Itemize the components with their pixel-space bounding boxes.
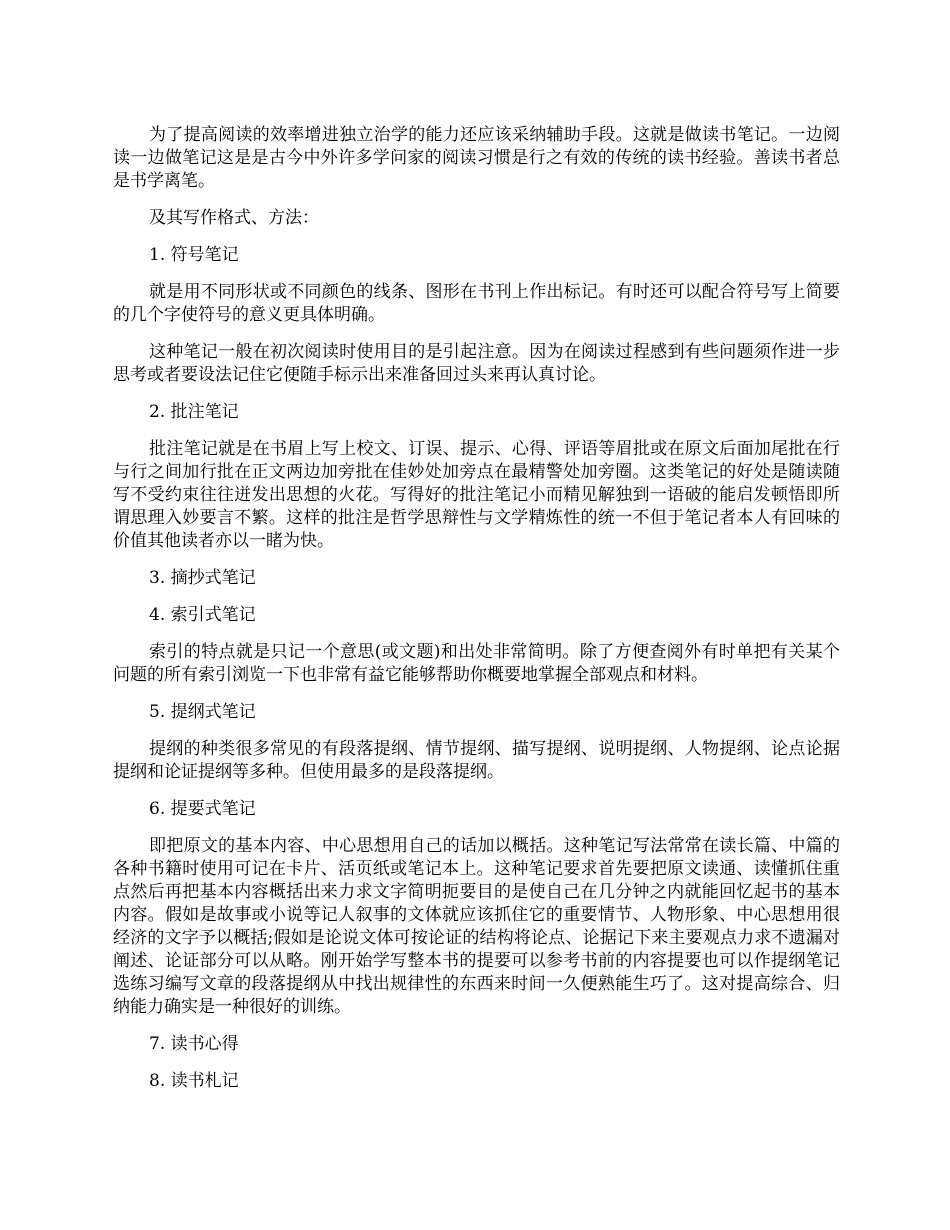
section-heading-index-notes: 4. 索引式笔记	[149, 605, 256, 625]
section-heading-outline-notes: 5. 提纲式笔记	[149, 702, 256, 722]
methods-intro-paragraph: 及其写作格式、方法：	[149, 208, 319, 228]
section-heading-symbol-notes: 1. 符号笔记	[149, 245, 239, 265]
section-heading-summary-notes: 6. 提要式笔记	[149, 799, 256, 819]
index-notes-paragraph: 索引的特点就是只记一个意思(或文题)和出处非常简明。除了方便查阅外有时单把有关某个问题的所有索引浏览一下也非常有益它能够帮助你概要地掌握全部观点和材料。	[113, 642, 840, 685]
document-body	[113, 124, 840, 1107]
intro-paragraph: 为了提高阅读的效率增进独立治学的能力还应该采纳辅助手段。这就是做读书笔记。一边阅读一边做笔记这是是古今中外许多学问家的阅读习惯是行之有效的传统的读书经验。善读书者总是书学离笔。	[113, 125, 840, 191]
symbol-notes-paragraph-1: 就是用不同形状或不同颜色的线条、图形在书刊上作出标记。有时还可以配合符号写上简要的几个字使符号的意义更具体明确。	[113, 282, 840, 325]
annotation-notes-paragraph: 批注笔记就是在书眉上写上校文、订误、提示、心得、评语等眉批或在原文后面加尾批在行与行之间加行批在正文两边加旁批在佳妙处加旁点在最精警处加旁圈。这类笔记的好处是随读随写不受约束往往迸发出思想的火花。写得好的批注笔记小而精见解独到一语破的能启发顿悟即所谓思理入妙要言不繁。这样的批注是哲学思辩性与文学精炼性的统一不但于笔记者本人有回味的价值其他读者亦以一睹为快。	[113, 439, 840, 551]
symbol-notes-paragraph-2: 这种笔记一般在初次阅读时使用目的是引起注意。因为在阅读过程感到有些问题须作进一步思考或者要设法记住它便随手标示出来准备回过头来再认真讨论。	[113, 342, 840, 385]
outline-notes-paragraph: 提纲的种类很多常见的有段落提纲、情节提纲、描写提纲、说明提纲、人物提纲、论点论据提纲和论证提纲等多种。但使用最多的是段落提纲。	[113, 739, 840, 782]
summary-notes-paragraph: 即把原文的基本内容、中心思想用自己的话加以概括。这种笔记写法常常在读长篇、中篇的各种书籍时使用可记在卡片、活页纸或笔记本上。这种笔记要求首先要把原文读通、读懂抓住重点然后再把基本内容概括出来力求文字简明扼要目的是使自己在几分钟之内就能回忆起书的基本内容。假如是故事或小说等记人叙事的文体就应该抓住它的重要情节、人物形象、中心思想用很经济的文字予以概括;假如是论说文体可按论证的结构将论点、论据记下来主要观点力求不遗漏对阐述、论证部分可以从略。刚开始学写整本书的提要可以参考书前的内容提要也可以作提纲笔记选练习编写文章的段落提纲从中找出规律性的东西来时间一久便熟能生巧了。这对提高综合、归纳能力确实是一种很好的训练。	[113, 836, 840, 1017]
section-heading-reading-notes: 8. 读书札记	[149, 1071, 239, 1091]
section-heading-reading-reflections: 7. 读书心得	[149, 1034, 239, 1054]
section-heading-annotation-notes: 2. 批注笔记	[149, 402, 239, 422]
section-heading-excerpt-notes: 3. 摘抄式笔记	[149, 568, 256, 588]
